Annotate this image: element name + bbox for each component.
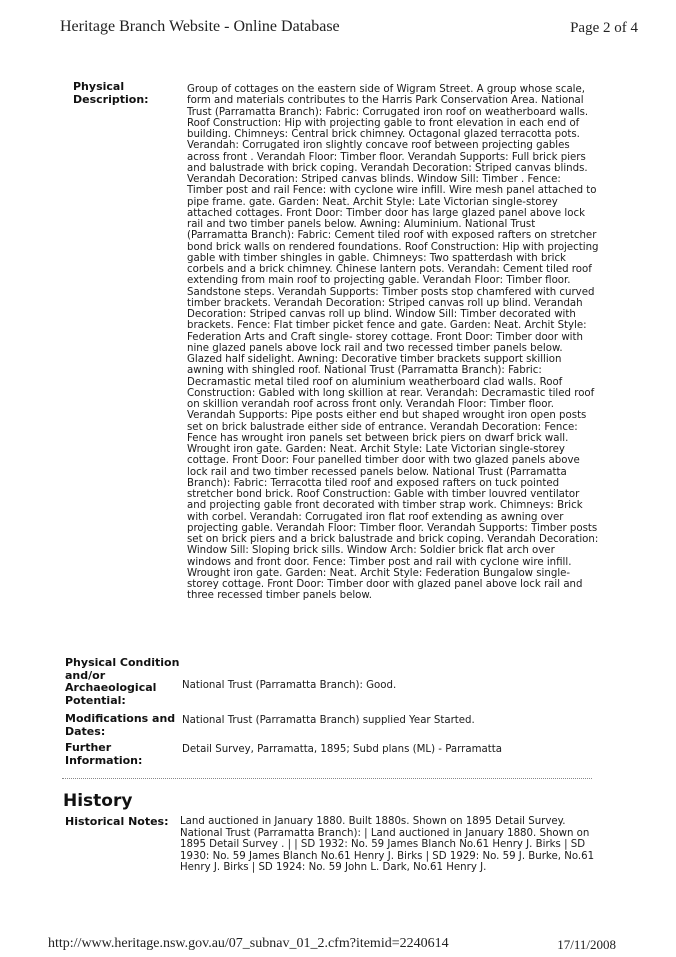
historical-notes-text: Land auctioned in January 1880. Built 1880s. Shown on 1895 Detail Survey. National Trust (Parramatta Branch): | Land auctioned in January 1880. Shown on 1895 Detail Survey . | | SD 1932: No. 59 James Blanch No.61 Henry J. Birks | SD 1930: No. 59 James Blanch No.61 Henry J. Birks | SD 1929: No. 59 J. Burke, No.61 Henry J. Birks | SD 1924: No. 59 John L. Dark, No.61 Henry J. (180, 816, 595, 874)
further-information-label: Further Information: (65, 741, 143, 767)
section-divider (62, 778, 592, 779)
page-header-title: Heritage Branch Website - Online Database (60, 18, 340, 35)
footer-url: http://www.heritage.nsw.gov.au/07_subnav_01_2.cfm?itemid=2240614 (48, 936, 449, 951)
modifications-value: National Trust (Parramatta Branch) supplied Year Started. (182, 715, 475, 726)
physical-description-text: Group of cottages on the eastern side of Wigram Street. A group whose scale, form and materials contributes to the Harris Park Conservation Area. National Trust (Parramatta Branch): Fabric: Corrugated iron roof on weatherboard walls. Roof Construction: Hip with projecting gable to front elevation in each end of building. Chimneys: Central brick chimney. Octagonal glazed terracotta pots. Verandah: Corrugated iron slightly concave roof between projecting gables across front . Verandah Floor: Timber floor. Verandah Supports: Full brick piers and balustrade with brick coping. Verandah Decoration: Striped canvas blinds. Verandah Decoration: Striped canvas blinds. Window Sill: Timber . Fence: Timber post and rail Fence: with cyclone wire infill. Wire mesh panel attached to pipe frame. gate. Garden: Neat. Archit Style: Late Victorian single-storey attached cottages. Front Door: Timber door has large glazed panel above lock rail and two timber panels below. Awning: Aluminium. National Trust (Parramatta Branch): Fabric: Cement tiled roof with exposed rafters on stretcher bond brick walls on rendered foundations. Roof Construction: Hip with projecting gable with timber shingles in gable. Chimneys: Two spatterdash with brick corbels and a brick chimney. Chinese lantern pots. Verandah: Cement tiled roof extending from main roof to projecting gable. Verandah Floor: Timber floor. Sandstone steps. Verandah Supports: Timber posts stop chamfered with curved timber brackets. Verandah Decoration: Striped canvas roll up blind. Verandah Decoration: Striped canvas roll up blind. Window Sill: Timber decorated with brackets. Fence: Flat timber picket fence and gate. Garden: Neat. Archit Style: Federation Arts and Craft single- storey cottage. Front Door: Timber door with nine glazed panels above lock rail and two recessed timber panels below. Glazed half sidelight. Awning: Decorative timber brackets support skillion awning with shingled roof. National Trust (Parramatta Branch): Fabric: Decramastic metal tiled roof on aluminium weatherboard clad walls. Roof Construction: Gabled with long skillion at rear. Verandah: Decramastic tiled roof on skillion verandah roof across front only. Verandah Floor: Timber floor. Verandah Supports: Pipe posts either end but shaped wrought iron open posts set on brick balustrade either side of entrance. Verandah Decoration: Fence: Fence has wrought iron panels set between brick piers on dwarf brick wall. Wrought iron gate. Garden: Neat. Archit Style: Late Victorian single-storey cottage. Front Door: Four panelled timber door with two glazed panels above lock rail and two timber recessed panels below. National Trust (Parramatta Branch): Fabric: Terracotta tiled roof and exposed rafters on tuck pointed stretcher bond brick. Roof Construction: Gable with timber louvred ventilator and projecting gable front decorated with timber strap work. Chimneys: Brick with corbel. Verandah: Corrugated iron flat roof extending as awning over projecting gable. Verandah Floor: Timber floor. Verandah Supports: Timber posts set on brick piers and a brick balustrade and brick coping. Verandah Decoration: Window Sill: Sloping brick sills. Window Arch: Soldier brick flat arch over windows and front door. Fence: Timber post and rail with cyclone wire infill. Wrought iron gate. Garden: Neat. Archit Style: Federation Bungalow single-storey cottage. Front Door: Timber door with glazed panel above lock rail and three recessed timber panels below. (187, 84, 599, 602)
history-heading: History (63, 791, 133, 811)
footer-date: 17/11/2008 (557, 937, 616, 952)
physical-condition-label: Physical Condition and/or Archaeological Potential: (65, 656, 180, 707)
modifications-label: Modifications and Dates: (65, 712, 176, 738)
physical-description-label: Physical Description: (73, 80, 149, 106)
historical-notes-label: Historical Notes: (65, 815, 169, 828)
physical-condition-value: National Trust (Parramatta Branch): Good. (182, 680, 397, 691)
further-information-value: Detail Survey, Parramatta, 1895; Subd plans (ML) - Parramatta (182, 744, 502, 755)
page-number: Page 2 of 4 (570, 20, 638, 36)
